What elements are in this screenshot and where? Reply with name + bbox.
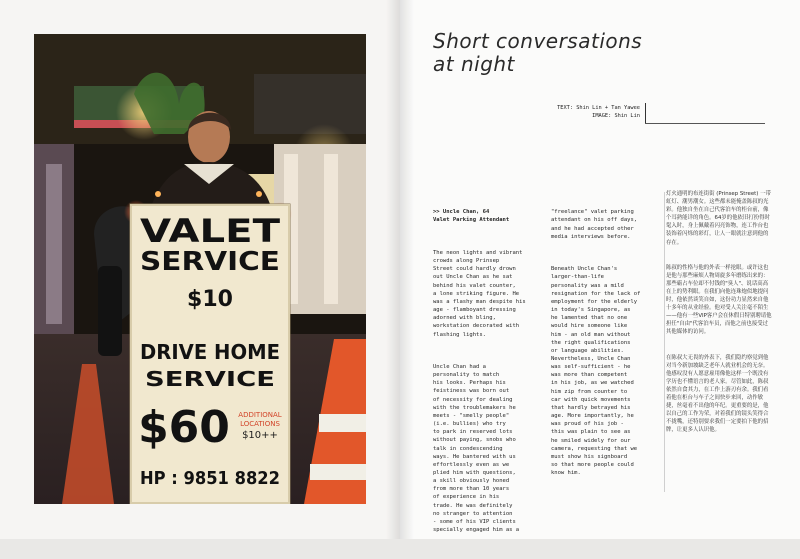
sign-line-service-2: SERVICE bbox=[145, 367, 275, 391]
sign-line-drive-home: DRIVE HOME bbox=[140, 340, 280, 364]
article-title bbox=[433, 30, 763, 76]
photo-illustration bbox=[34, 34, 366, 504]
text-column-2 bbox=[551, 192, 663, 502]
subject-name: >> Uncle Chan, 64 bbox=[433, 209, 490, 216]
page-gutter bbox=[386, 0, 414, 539]
sign-note-price: $10++ bbox=[242, 430, 278, 441]
paragraph-chinese: 在陈叔大无畏的外表下，我们隐约察觉到他对当今新加坡缺乏老年人就业机会的无奈。他感叹没有人愿意雇用像他这样一个既没有学历也不懂语言的老人家。尽管如此，陈叔依然自食其力，在工作上游刃有余。我们看着他在柜台与车子之间快步来回，动作敏捷，丝毫看不出他的年纪。更重要的是，他以自己的工作为荣，对着我们的镜头笑得合不拢嘴，还特别要求我们一定要拍下他的招牌，让更多人认识他。 bbox=[666, 354, 769, 434]
article-title-line-1: Short conversations bbox=[433, 29, 643, 53]
sign-price-drive-home: $60 bbox=[138, 402, 230, 453]
sign-price-valet: $10 bbox=[187, 287, 233, 312]
sign-line-service: SERVICE bbox=[140, 247, 280, 277]
text-column-1 bbox=[433, 192, 551, 559]
paragraph: "freelance" valet parking attendant on his off days, and he had accepted other media interviews before. bbox=[551, 209, 638, 240]
sign-note-additional: ADDITIONAL bbox=[238, 411, 282, 419]
paragraph-chinese: 灯火通明的布连街街 (Prinsep Street) 一带虹灯、潮男潮女。这些都未能掩盖陈叔的光彩。他独自坐在自己代客泊车的柜台前，像个耳熟能详的角色。64岁的他依旧打扮得时髦入时，身上佩戴着闪亮饰物，连工作台也装饰着闪烁的彩灯，让人一眼就注意到他的存在。 bbox=[666, 191, 771, 246]
credit-image: IMAGE: Shin Lin bbox=[592, 113, 640, 119]
paragraph: Uncle Chan had a personality to match his looks. Perhaps his feistiness was born out of necessity for dealing with the troublemakers he meets - "smelly people" (i.e. bullies) who try to park in reserved lots without paying, snobs who talk in condescending ways. He bantered with us effortlessly even as we plied him with questions, a skill obviously honed from more than 10 years of experience in his trade. He was definitely no stranger to attention - some of his VIP clients specially engaged him as a bbox=[433, 363, 520, 534]
subject-role: Valet Parking Attendant bbox=[433, 217, 510, 224]
sign-line-valet: VALET bbox=[140, 212, 281, 250]
credits-rule-vertical bbox=[645, 103, 646, 123]
paragraph-chinese: 陈叔的性格与他的外表一样抢眼。或许这也是他与那些麻烦人物周旋多年磨练出来的：那些霸占车位却不付钱的"臭人"、说话高高在上的势利眼。在我们向他连珠炮似地提问时，他依然谈笑自如，这份功力显然来自他十多年的从业经验。他对受人关注毫不陌生——他有一些VIP客户会在休假日特别聘请他担任"自由"代客泊车员，而他之前也接受过其他媒体的访问。 bbox=[666, 264, 772, 336]
article-credits bbox=[500, 104, 640, 120]
feature-photo bbox=[34, 34, 366, 504]
sign-phone: HP : 9851 8822 bbox=[140, 468, 280, 489]
subject-heading bbox=[433, 208, 551, 224]
credits-rule-horizontal bbox=[645, 123, 765, 124]
text-column-chinese bbox=[666, 190, 772, 451]
sign-note-locations: LOCATIONS bbox=[240, 420, 280, 428]
article-title-line-2: at night bbox=[433, 52, 515, 76]
credit-text: TEXT: Shin Lin + Tan Yawee bbox=[557, 105, 640, 111]
paragraph: The neon lights and vibrant crowds along Prinsep Street could hardly drown out Uncle Chan as he sat behind his valet counter, a lone striking figure. He was a flashy man despite his age - flamboyant dressing adorned with bling, workstation decorated with flashing lights. bbox=[433, 249, 526, 338]
paragraph: Beneath Uncle Chan's larger-than-life personality was a mild resignation for the lack of employment for the elderly in today's Singapore, as he lamented that no one would hire someone like him - an old man without the right qualifications or language abilities. Nevertheless, Uncle Chan was self-sufficient - he was more than competent in his job, as we watched him zip from counter to car with quick movements that hardly betrayed his age. More importantly, he was proud of his job - this was plain to see as he smiled widely for our camera, requesting that we must show his signboard so that more people could know him. bbox=[551, 266, 641, 477]
column-divider bbox=[664, 192, 665, 492]
